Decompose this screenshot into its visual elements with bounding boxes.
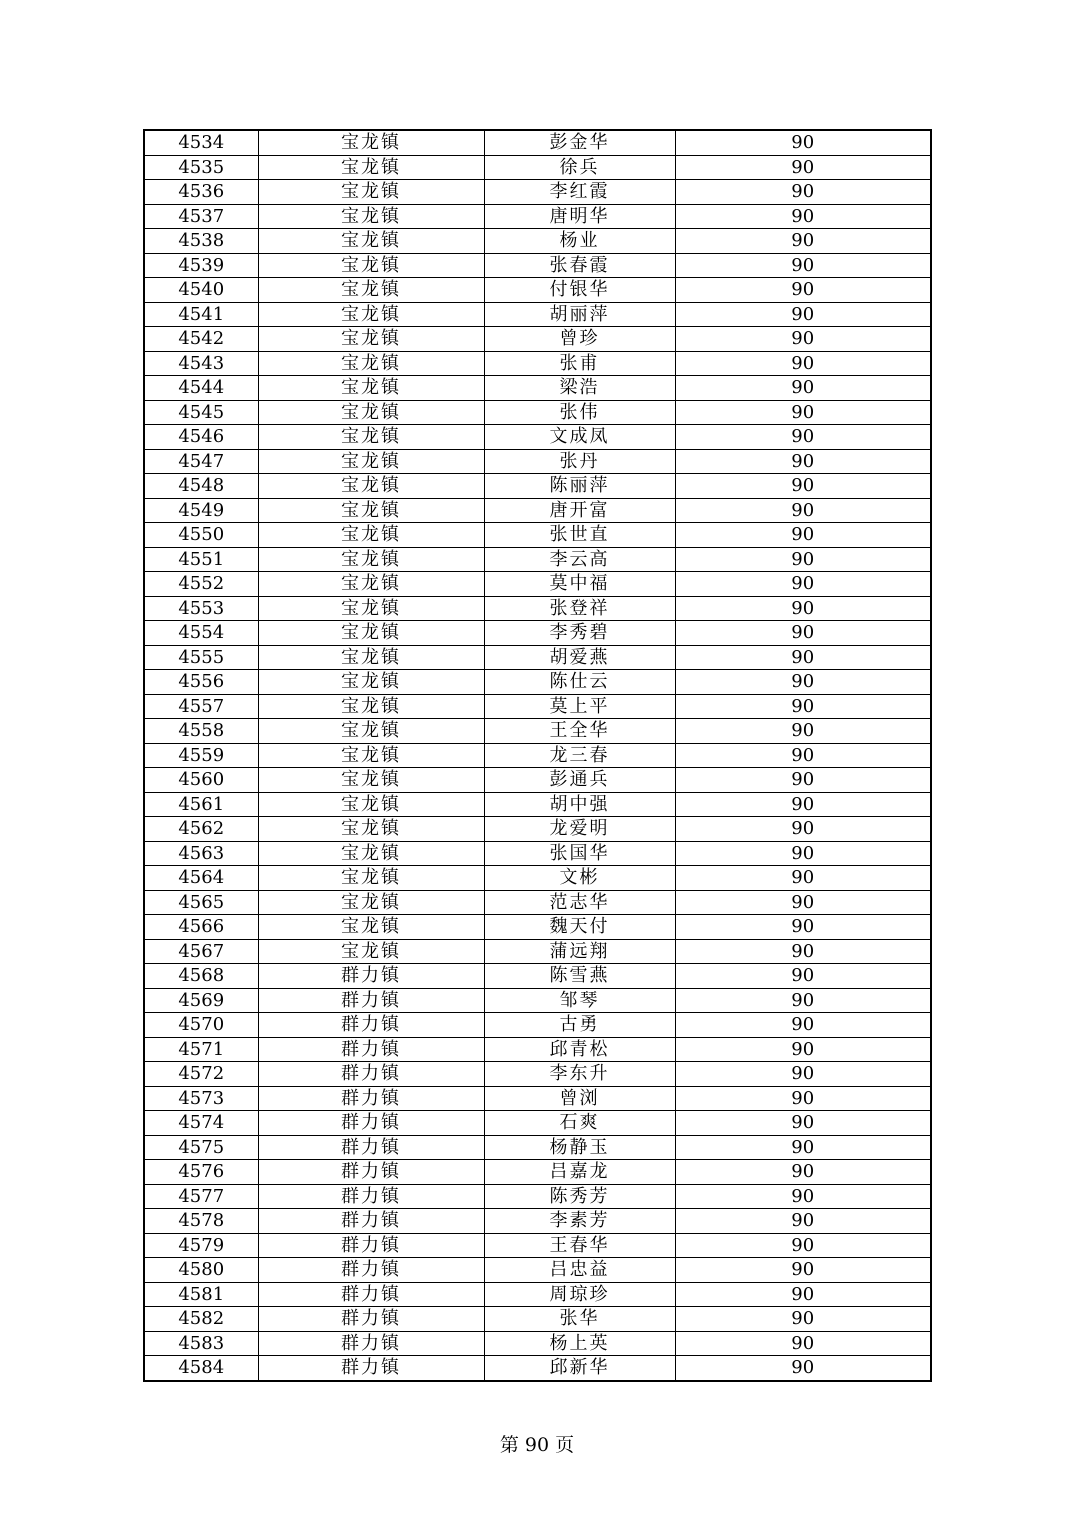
town-cell: 群力镇 [258,1258,484,1283]
name-cell: 邹琴 [484,988,675,1013]
name-cell: 杨上英 [484,1331,675,1356]
name-cell: 邱新华 [484,1356,675,1381]
town-cell: 群力镇 [258,1037,484,1062]
amount-cell: 90 [675,743,931,768]
name-cell: 王春华 [484,1233,675,1258]
town-cell: 宝龙镇 [258,792,484,817]
amount-cell: 90 [675,621,931,646]
town-cell: 群力镇 [258,1356,484,1381]
name-cell: 莫上平 [484,694,675,719]
amount-cell: 90 [675,1184,931,1209]
row-number-cell: 4568 [144,964,258,989]
table-row [144,621,931,646]
amount-cell: 90 [675,1013,931,1038]
row-number-cell: 4543 [144,351,258,376]
row-number-cell: 4569 [144,988,258,1013]
name-cell: 曾珍 [484,327,675,352]
name-cell: 范志华 [484,890,675,915]
amount-cell: 90 [675,1356,931,1381]
name-cell: 邱青松 [484,1037,675,1062]
amount-cell: 90 [675,327,931,352]
name-cell: 梁浩 [484,376,675,401]
table-row [144,1233,931,1258]
row-number-cell: 4566 [144,915,258,940]
town-cell: 群力镇 [258,964,484,989]
row-number-cell: 4550 [144,523,258,548]
town-cell: 宝龙镇 [258,130,484,155]
row-number-cell: 4573 [144,1086,258,1111]
amount-cell: 90 [675,670,931,695]
name-cell: 陈雪燕 [484,964,675,989]
table-row [144,890,931,915]
amount-cell: 90 [675,474,931,499]
row-number-cell: 4572 [144,1062,258,1087]
amount-cell: 90 [675,547,931,572]
row-number-cell: 4558 [144,719,258,744]
town-cell: 群力镇 [258,1209,484,1234]
table-body [144,130,931,1381]
row-number-cell: 4571 [144,1037,258,1062]
row-number-cell: 4559 [144,743,258,768]
row-number-cell: 4567 [144,939,258,964]
town-cell: 宝龙镇 [258,547,484,572]
table-row [144,1209,931,1234]
row-number-cell: 4570 [144,1013,258,1038]
amount-cell: 90 [675,719,931,744]
table-row [144,1037,931,1062]
amount-cell: 90 [675,596,931,621]
town-cell: 宝龙镇 [258,743,484,768]
table-row [144,768,931,793]
name-cell: 张甫 [484,351,675,376]
row-number-cell: 4565 [144,890,258,915]
amount-cell: 90 [675,278,931,303]
amount-cell: 90 [675,425,931,450]
town-cell: 群力镇 [258,1111,484,1136]
table-row [144,719,931,744]
town-cell: 宝龙镇 [258,817,484,842]
row-number-cell: 4563 [144,841,258,866]
town-cell: 群力镇 [258,1307,484,1332]
amount-cell: 90 [675,1062,931,1087]
table-row [144,278,931,303]
table-row [144,743,931,768]
town-cell: 宝龙镇 [258,841,484,866]
amount-cell: 90 [675,253,931,278]
name-cell: 李红霞 [484,180,675,205]
amount-cell: 90 [675,792,931,817]
table-row [144,1013,931,1038]
amount-cell: 90 [675,915,931,940]
row-number-cell: 4557 [144,694,258,719]
amount-cell: 90 [675,1160,931,1185]
name-cell: 龙爱明 [484,817,675,842]
town-cell: 群力镇 [258,1331,484,1356]
amount-cell: 90 [675,1233,931,1258]
table-row [144,253,931,278]
name-cell: 张世直 [484,523,675,548]
table-row [144,964,931,989]
row-number-cell: 4555 [144,645,258,670]
table-row [144,694,931,719]
name-cell: 文彬 [484,866,675,891]
name-cell: 唐开富 [484,498,675,523]
name-cell: 张春霞 [484,253,675,278]
row-number-cell: 4561 [144,792,258,817]
name-cell: 莫中福 [484,572,675,597]
row-number-cell: 4534 [144,130,258,155]
row-number-cell: 4539 [144,253,258,278]
amount-cell: 90 [675,1135,931,1160]
row-number-cell: 4576 [144,1160,258,1185]
amount-cell: 90 [675,866,931,891]
data-table [143,129,932,1382]
amount-cell: 90 [675,400,931,425]
town-cell: 群力镇 [258,1184,484,1209]
amount-cell: 90 [675,1086,931,1111]
name-cell: 张丹 [484,449,675,474]
table-row [144,449,931,474]
name-cell: 陈秀芳 [484,1184,675,1209]
name-cell: 胡中强 [484,792,675,817]
amount-cell: 90 [675,694,931,719]
name-cell: 李云高 [484,547,675,572]
table-row [144,572,931,597]
row-number-cell: 4544 [144,376,258,401]
row-number-cell: 4549 [144,498,258,523]
table-row [144,988,931,1013]
row-number-cell: 4574 [144,1111,258,1136]
town-cell: 宝龙镇 [258,694,484,719]
amount-cell: 90 [675,229,931,254]
town-cell: 宝龙镇 [258,449,484,474]
town-cell: 群力镇 [258,1160,484,1185]
amount-cell: 90 [675,817,931,842]
town-cell: 宝龙镇 [258,890,484,915]
row-number-cell: 4545 [144,400,258,425]
row-number-cell: 4582 [144,1307,258,1332]
town-cell: 群力镇 [258,1233,484,1258]
amount-cell: 90 [675,841,931,866]
row-number-cell: 4581 [144,1282,258,1307]
table-row [144,302,931,327]
row-number-cell: 4562 [144,817,258,842]
town-cell: 宝龙镇 [258,939,484,964]
town-cell: 宝龙镇 [258,180,484,205]
amount-cell: 90 [675,523,931,548]
table-row [144,792,931,817]
name-cell: 李东升 [484,1062,675,1087]
amount-cell: 90 [675,1209,931,1234]
row-number-cell: 4556 [144,670,258,695]
amount-cell: 90 [675,302,931,327]
row-number-cell: 4580 [144,1258,258,1283]
town-cell: 宝龙镇 [258,425,484,450]
amount-cell: 90 [675,376,931,401]
table-row [144,645,931,670]
row-number-cell: 4548 [144,474,258,499]
row-number-cell: 4583 [144,1331,258,1356]
row-number-cell: 4578 [144,1209,258,1234]
amount-cell: 90 [675,1037,931,1062]
row-number-cell: 4538 [144,229,258,254]
name-cell: 张伟 [484,400,675,425]
amount-cell: 90 [675,1307,931,1332]
amount-cell: 90 [675,449,931,474]
name-cell: 蒲远翔 [484,939,675,964]
table-row [144,1331,931,1356]
table-row [144,130,931,155]
name-cell: 李秀碧 [484,621,675,646]
table-row [144,400,931,425]
town-cell: 群力镇 [258,1013,484,1038]
town-cell: 宝龙镇 [258,400,484,425]
name-cell: 王全华 [484,719,675,744]
town-cell: 宝龙镇 [258,498,484,523]
row-number-cell: 4542 [144,327,258,352]
amount-cell: 90 [675,988,931,1013]
town-cell: 宝龙镇 [258,768,484,793]
name-cell: 吕嘉龙 [484,1160,675,1185]
name-cell: 古勇 [484,1013,675,1038]
amount-cell: 90 [675,964,931,989]
amount-cell: 90 [675,645,931,670]
table-row [144,670,931,695]
name-cell: 杨业 [484,229,675,254]
town-cell: 宝龙镇 [258,155,484,180]
amount-cell: 90 [675,1258,931,1283]
name-cell: 周琼珍 [484,1282,675,1307]
row-number-cell: 4584 [144,1356,258,1381]
table-row [144,1111,931,1136]
row-number-cell: 4552 [144,572,258,597]
table-row [144,229,931,254]
table-row [144,425,931,450]
amount-cell: 90 [675,572,931,597]
town-cell: 宝龙镇 [258,645,484,670]
row-number-cell: 4547 [144,449,258,474]
amount-cell: 90 [675,498,931,523]
amount-cell: 90 [675,351,931,376]
amount-cell: 90 [675,1282,931,1307]
name-cell: 胡丽萍 [484,302,675,327]
town-cell: 群力镇 [258,1062,484,1087]
amount-cell: 90 [675,180,931,205]
row-number-cell: 4579 [144,1233,258,1258]
table-row [144,498,931,523]
town-cell: 群力镇 [258,1086,484,1111]
table-row [144,596,931,621]
amount-cell: 90 [675,939,931,964]
town-cell: 宝龙镇 [258,278,484,303]
town-cell: 宝龙镇 [258,915,484,940]
town-cell: 群力镇 [258,988,484,1013]
town-cell: 宝龙镇 [258,351,484,376]
row-number-cell: 4536 [144,180,258,205]
row-number-cell: 4535 [144,155,258,180]
table-row [144,841,931,866]
amount-cell: 90 [675,1331,931,1356]
row-number-cell: 4564 [144,866,258,891]
amount-cell: 90 [675,155,931,180]
amount-cell: 90 [675,890,931,915]
row-number-cell: 4540 [144,278,258,303]
name-cell: 陈仕云 [484,670,675,695]
town-cell: 宝龙镇 [258,327,484,352]
table-row [144,523,931,548]
name-cell: 石爽 [484,1111,675,1136]
town-cell: 宝龙镇 [258,572,484,597]
town-cell: 宝龙镇 [258,229,484,254]
name-cell: 曾浏 [484,1086,675,1111]
amount-cell: 90 [675,1111,931,1136]
row-number-cell: 4554 [144,621,258,646]
table-row [144,1086,931,1111]
name-cell: 胡爱燕 [484,645,675,670]
town-cell: 群力镇 [258,1282,484,1307]
amount-cell: 90 [675,130,931,155]
town-cell: 宝龙镇 [258,523,484,548]
table-row [144,1356,931,1381]
town-cell: 宝龙镇 [258,866,484,891]
town-cell: 宝龙镇 [258,621,484,646]
name-cell: 张登祥 [484,596,675,621]
name-cell: 彭通兵 [484,768,675,793]
town-cell: 宝龙镇 [258,596,484,621]
table-row [144,866,931,891]
name-cell: 李素芳 [484,1209,675,1234]
table-row [144,155,931,180]
name-cell: 唐明华 [484,204,675,229]
table-row [144,939,931,964]
table-row [144,547,931,572]
name-cell: 杨静玉 [484,1135,675,1160]
name-cell: 吕忠益 [484,1258,675,1283]
table-row [144,376,931,401]
table-row [144,180,931,205]
name-cell: 张国华 [484,841,675,866]
town-cell: 宝龙镇 [258,376,484,401]
name-cell: 龙三春 [484,743,675,768]
town-cell: 宝龙镇 [258,302,484,327]
page-number: 第 90 页 [499,1434,575,1456]
name-cell: 付银华 [484,278,675,303]
name-cell: 徐兵 [484,155,675,180]
town-cell: 宝龙镇 [258,474,484,499]
name-cell: 张华 [484,1307,675,1332]
row-number-cell: 4560 [144,768,258,793]
town-cell: 宝龙镇 [258,204,484,229]
table-row [144,1184,931,1209]
table-row [144,327,931,352]
table-row [144,204,931,229]
table-row [144,1258,931,1283]
amount-cell: 90 [675,204,931,229]
amount-cell: 90 [675,768,931,793]
name-cell: 彭金华 [484,130,675,155]
table-row [144,351,931,376]
name-cell: 文成凤 [484,425,675,450]
row-number-cell: 4553 [144,596,258,621]
town-cell: 宝龙镇 [258,719,484,744]
table-row [144,474,931,499]
name-cell: 魏天付 [484,915,675,940]
town-cell: 群力镇 [258,1135,484,1160]
table-row [144,1135,931,1160]
table-row [144,1307,931,1332]
row-number-cell: 4541 [144,302,258,327]
name-cell: 陈丽萍 [484,474,675,499]
row-number-cell: 4575 [144,1135,258,1160]
table-row [144,915,931,940]
row-number-cell: 4577 [144,1184,258,1209]
table-row [144,1282,931,1307]
row-number-cell: 4537 [144,204,258,229]
row-number-cell: 4546 [144,425,258,450]
table-row [144,1062,931,1087]
row-number-cell: 4551 [144,547,258,572]
table-row [144,817,931,842]
town-cell: 宝龙镇 [258,670,484,695]
table-row [144,1160,931,1185]
town-cell: 宝龙镇 [258,253,484,278]
